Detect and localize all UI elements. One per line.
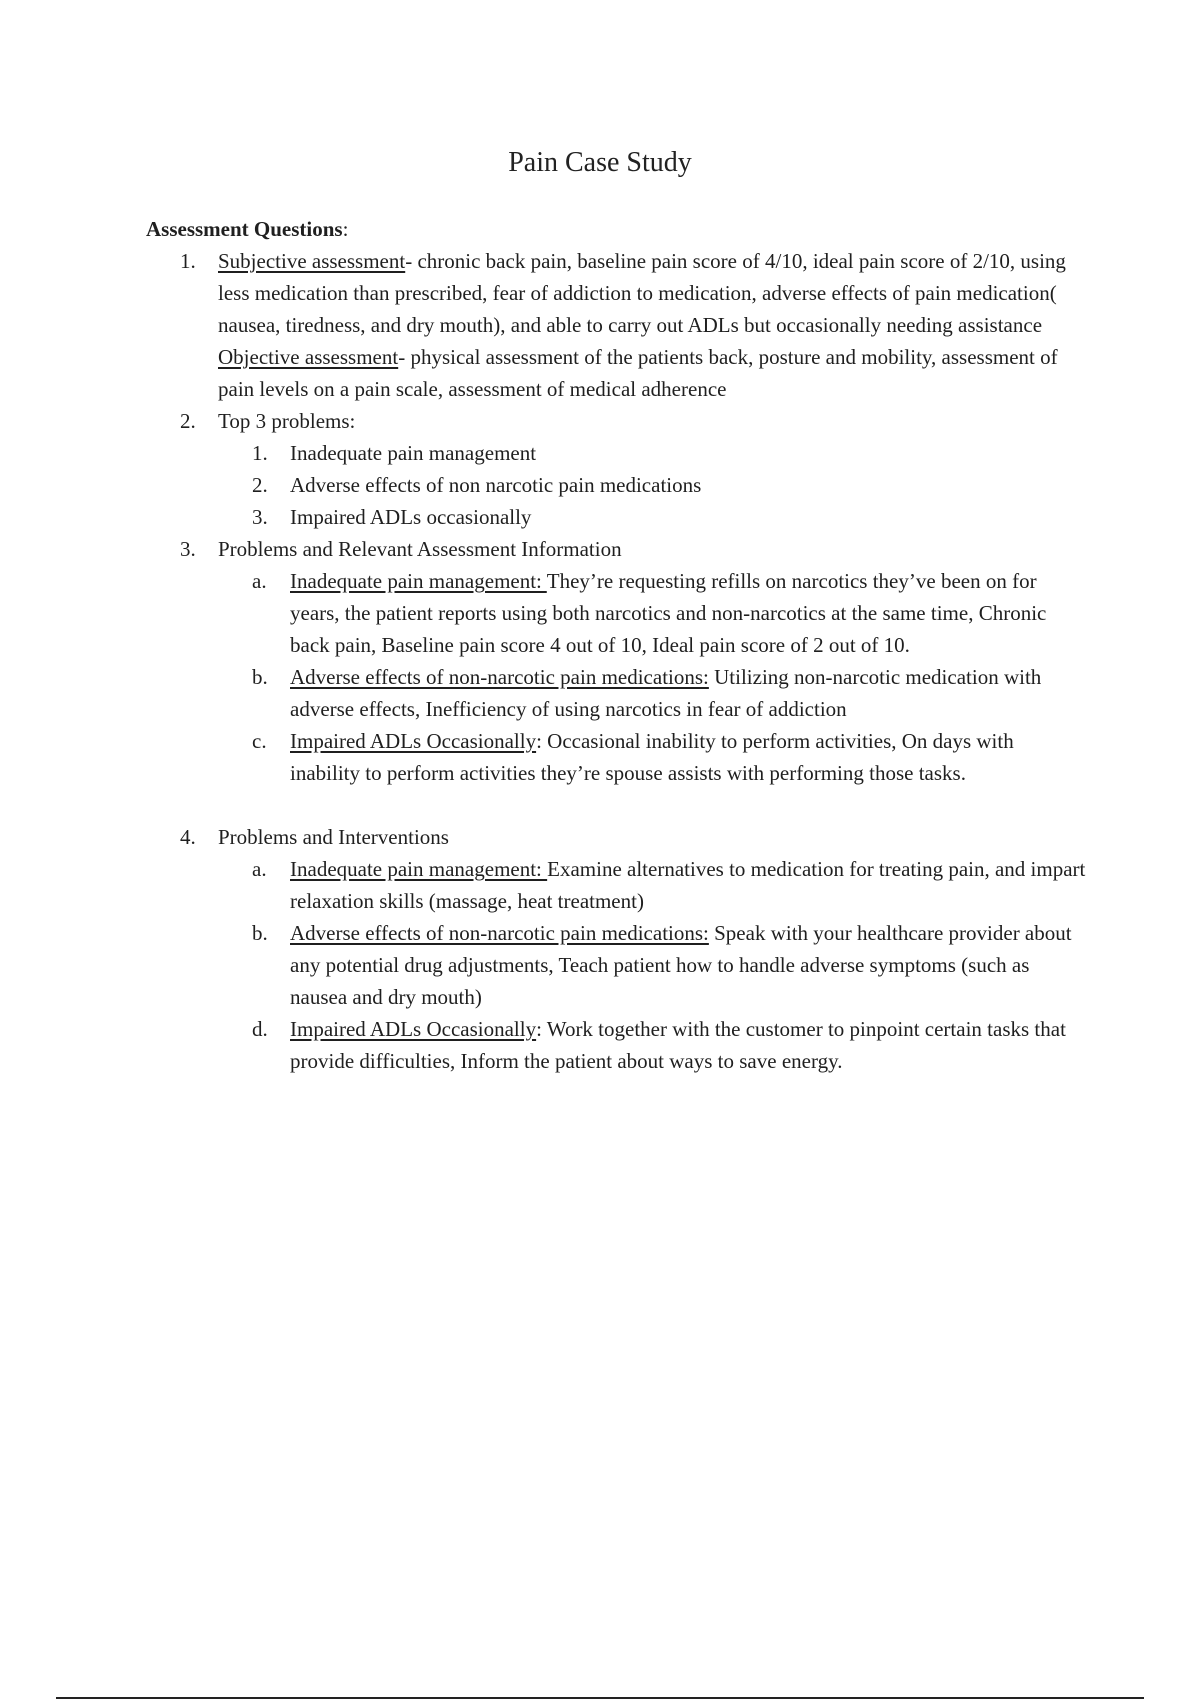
sub-list-text: Speak with your healthcare provider about any potential drug adjustments, Teach patient how to handle adverse symptoms (such as nausea and dry mouth) <box>290 921 1072 1009</box>
sub-list-marker: 2. <box>252 473 268 497</box>
subjective-text: - chronic back pain, baseline pain score of 4/10, ideal pain score of 2/10, using less medication than prescribed, fear of addiction to medication, adverse effects of pain medication( nausea, tiredness, and dry mouth), and able to carry out ADLs but occasionally needing assistance <box>218 249 1066 337</box>
sub-list <box>218 565 1086 789</box>
sub-list-text: Impaired ADLs occasionally <box>290 505 532 529</box>
sub-list-item <box>218 437 1086 469</box>
sub-list-item <box>218 661 1086 725</box>
sub-list-marker: a. <box>252 857 267 881</box>
sub-list <box>218 437 1086 533</box>
sub-list-marker: 1. <box>252 441 268 465</box>
question-list <box>146 245 1086 1077</box>
sub-list-text: : Work together with the customer to pinpoint certain tasks that provide difficulties, Inform the patient about ways to save energy. <box>290 1017 1066 1073</box>
sub-list-text: Adverse effects of non narcotic pain medications <box>290 473 702 497</box>
list-item <box>146 533 1086 821</box>
sub-list-text: Utilizing non-narcotic medication with adverse effects, Inefficiency of using narcotics in fear of addiction <box>290 665 1042 721</box>
sub-list-marker: a. <box>252 569 267 593</box>
objective-text: - physical assessment of the patients back, posture and mobility, assessment of pain levels on a pain scale, assessment of medical adherence <box>218 345 1058 401</box>
subjective-assessment <box>218 245 1086 341</box>
sub-list-label: Inadequate pain management: <box>290 857 548 881</box>
sub-list-item <box>218 853 1086 917</box>
document-body <box>146 213 1086 1077</box>
list-item <box>146 245 1086 405</box>
list-item <box>146 405 1086 533</box>
sub-list-label: Impaired ADLs Occasionally <box>290 1017 537 1041</box>
list-item <box>146 821 1086 1077</box>
spacer <box>218 789 1086 821</box>
sub-list-marker: d. <box>252 1017 268 1041</box>
list-item-text: Problems and Relevant Assessment Information <box>218 537 622 561</box>
sub-list-item <box>218 501 1086 533</box>
sub-list-label: Adverse effects of non-narcotic pain medications: <box>290 665 709 689</box>
section-heading <box>146 213 1086 245</box>
list-marker: 1. <box>180 249 196 273</box>
sub-list-marker: b. <box>252 665 268 689</box>
sub-list-item <box>218 917 1086 1013</box>
sub-list-text: : Occasional inability to perform activities, On days with inability to perform activities they’re spouse assists with performing those tasks. <box>290 729 1014 785</box>
sub-list-label: Adverse effects of non-narcotic pain medications: <box>290 921 709 945</box>
sub-list-label: Inadequate pain management: <box>290 569 547 593</box>
sub-list-label: Impaired ADLs Occasionally <box>290 729 537 753</box>
sub-list-text: Examine alternatives to medication for treating pain, and impart relaxation skills (massage, heat treatment) <box>290 857 1086 913</box>
list-marker: 4. <box>180 825 196 849</box>
list-marker: 2. <box>180 409 196 433</box>
section-heading-colon: : <box>342 217 349 241</box>
section-heading-text: Assessment Questions <box>146 217 343 241</box>
sub-list-item <box>218 725 1086 789</box>
subjective-label: Subjective assessment <box>218 249 406 273</box>
list-marker: 3. <box>180 537 196 561</box>
sub-list-item <box>218 565 1086 661</box>
sub-list-text: They’re requesting refills on narcotics they’ve been on for years, the patient reports using both narcotics and non-narcotics at the same time, Chronic back pain, Baseline pain score 4 out of 10, Ideal pain score of 2 out of 10. <box>290 569 1047 657</box>
sub-list-item <box>218 1013 1086 1077</box>
sub-list-text: Inadequate pain management <box>290 441 537 465</box>
sub-list-marker: 3. <box>252 505 268 529</box>
list-item-text: Top 3 problems: <box>218 409 356 433</box>
sub-list-item <box>218 469 1086 501</box>
objective-assessment <box>218 341 1086 405</box>
page-title: Pain Case Study <box>508 147 692 178</box>
sub-list-marker: c. <box>252 729 267 753</box>
footer-divider <box>56 1697 1144 1699</box>
objective-label: Objective assessment <box>218 345 399 369</box>
sub-list-marker: b. <box>252 921 268 945</box>
list-item-text: Problems and Interventions <box>218 825 449 849</box>
sub-list <box>218 853 1086 1077</box>
